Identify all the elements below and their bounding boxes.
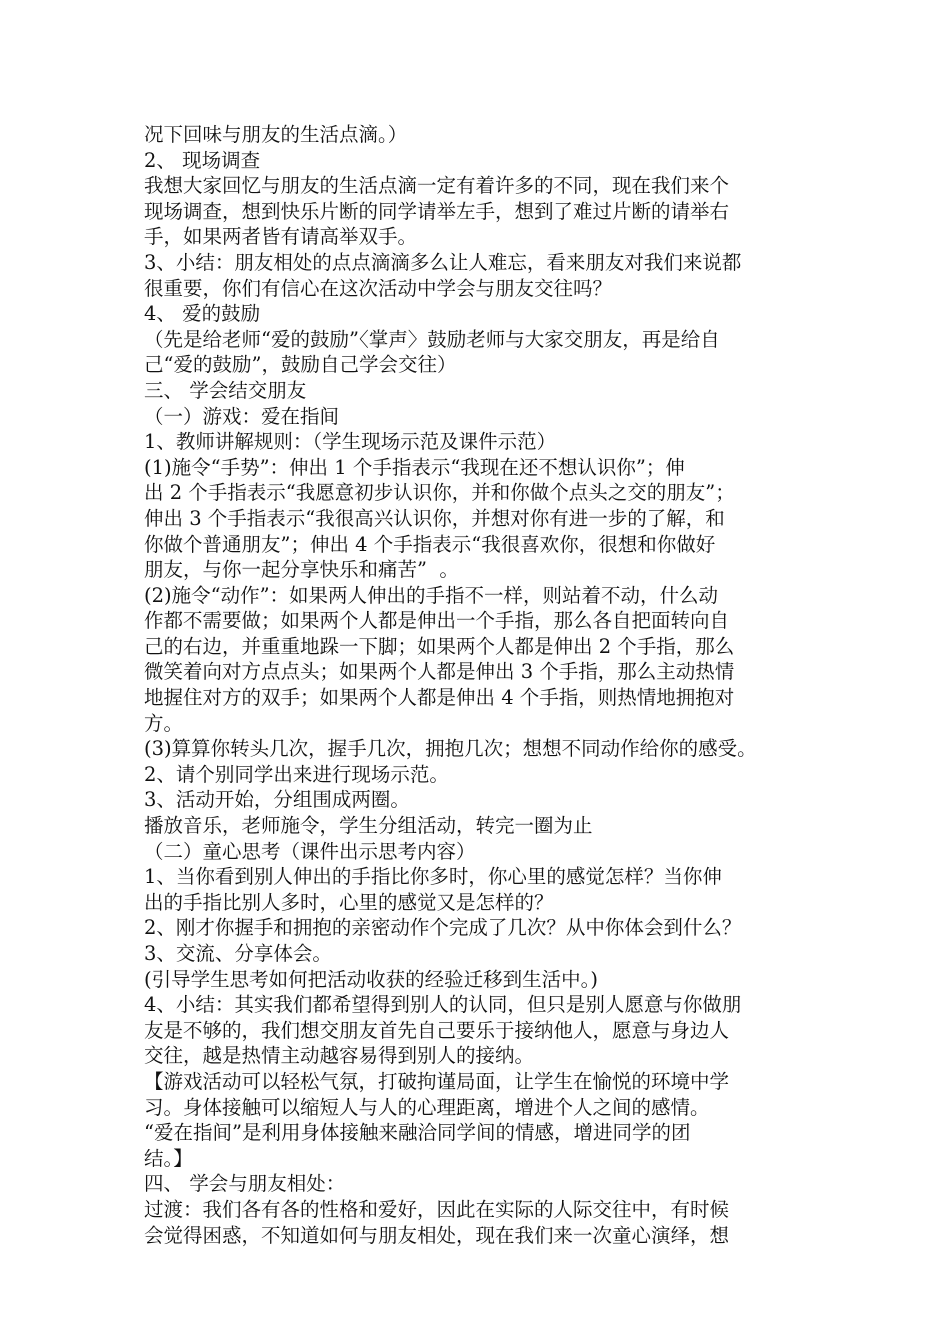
- document-body: [144, 122, 844, 1248]
- text-line: 4、小结：其实我们都希望得到别人的认同，但只是别人愿意与你做朋: [144, 993, 742, 1017]
- section-heading: 2、 现场调查: [144, 148, 261, 172]
- text-line: 地握住对方的双手；如果两个人都是伸出 4 个手指，则热情地拥抱对: [144, 686, 735, 710]
- text-line: “爱在指间”是利用身体接触来融洽同学间的情感，增进同学的团: [144, 1121, 691, 1145]
- text-line: 1、教师讲解规则：（学生现场示范及课件示范）: [144, 430, 557, 454]
- text-line: 习。身体接触可以缩短人与人的心理距离，增进个人之间的感情。: [144, 1095, 710, 1119]
- text-line: 3、小结：朋友相处的点点滴滴多么让人难忘，看来朋友对我们来说都: [144, 250, 742, 274]
- text-line: (引导学生思考如何把活动收获的经验迁移到生活中。): [144, 967, 598, 991]
- text-line: 友是不够的，我们想交朋友首先自己要乐于接纳他人，愿意与身边人: [144, 1018, 730, 1042]
- text-line: 2、请个别同学出来进行现场示范。: [144, 762, 449, 786]
- text-line: 作都不需要做；如果两个人都是伸出一个手指，那么各自把面转向自: [144, 609, 730, 633]
- text-line: 我想大家回忆与朋友的生活点滴一定有着许多的不同，现在我们来个: [144, 174, 730, 198]
- text-line: 手，如果两者皆有请高举双手。: [144, 225, 418, 249]
- text-line: 己“爱的鼓励”，鼓励自己学会交往）: [144, 353, 457, 377]
- text-line: 朋友，与你一起分享快乐和痛苦” 。: [144, 558, 459, 582]
- text-line: 现场调查，想到快乐片断的同学请举左手，想到了难过片断的请举右: [144, 199, 730, 223]
- text-line: 播放音乐，老师施令，学生分组活动，转完一圈为止: [144, 814, 593, 838]
- text-line: (2)施令“动作”：如果两人伸出的手指不一样，则站着不动，什么动: [144, 583, 719, 607]
- section-heading: 四、 学会与朋友相处：: [144, 1172, 346, 1196]
- text-line: 伸出 3 个手指表示“我很高兴认识你，并想对你有进一步的了解，和: [144, 506, 725, 530]
- text-line: 交往，越是热情主动越容易得到别人的接纳。: [144, 1044, 535, 1068]
- text-line: 3、交流、分享体会。: [144, 942, 332, 965]
- text-line: 己的右边，并重重地跺一下脚；如果两个人都是伸出 2 个手指，那么: [144, 634, 735, 658]
- text-line: 1、当你看到别人伸出的手指比你多时，你心里的感觉怎样？当你伸: [144, 865, 722, 889]
- section-heading: 三、 学会结交朋友: [144, 378, 307, 402]
- section-heading: 4、 爱的鼓励: [144, 302, 261, 326]
- text-line: (1)施令“手势”：伸出 1 个手指表示“我现在还不想认识你”；伸: [144, 455, 685, 479]
- text-line: 结。】: [144, 1146, 193, 1170]
- text-line: (3)算算你转头几次，握手几次，拥抱几次；想想不同动作给你的感受。: [144, 737, 757, 761]
- text-line: 出 2 个手指表示“我愿意初步认识你，并和你做个点头之交的朋友”；: [144, 481, 735, 505]
- text-line: 况下回味与朋友的生活点滴。）: [144, 123, 408, 146]
- text-line: 过渡：我们各有各的性格和爱好，因此在实际的人际交往中，有时候: [144, 1197, 730, 1221]
- text-line: 很重要，你们有信心在这次活动中学会与朋友交往吗？: [144, 276, 613, 300]
- text-line: 你做个普通朋友”；伸出 4 个手指表示“我很喜欢你，很想和你做好: [144, 532, 716, 556]
- text-line: （先是给老师“爱的鼓励”〈掌声〉鼓励老师与大家交朋友，再是给自: [144, 327, 720, 351]
- text-line: 【游戏活动可以轻松气氛，打破拘谨局面，让学生在愉悦的环境中学: [144, 1069, 730, 1093]
- subsection-heading: （二）童心思考（课件出示思考内容）: [144, 839, 476, 863]
- text-line: 3、活动开始，分组围成两圈。: [144, 788, 410, 812]
- text-line: 方。: [144, 711, 184, 735]
- text-line: 2、刚才你握手和拥抱的亲密动作个完成了几次？从中你体会到什么？: [144, 916, 742, 940]
- text-line: 会觉得困惑，不知道如何与朋友相处，现在我们来一次童心演绎，想: [144, 1223, 730, 1247]
- text-line: 微笑着向对方点点头；如果两个人都是伸出 3 个手指，那么主动热情: [144, 660, 735, 684]
- subsection-heading: （一）游戏：爱在指间: [144, 404, 340, 428]
- text-line: 出的手指比别人多时，心里的感觉又是怎样的？: [144, 890, 554, 914]
